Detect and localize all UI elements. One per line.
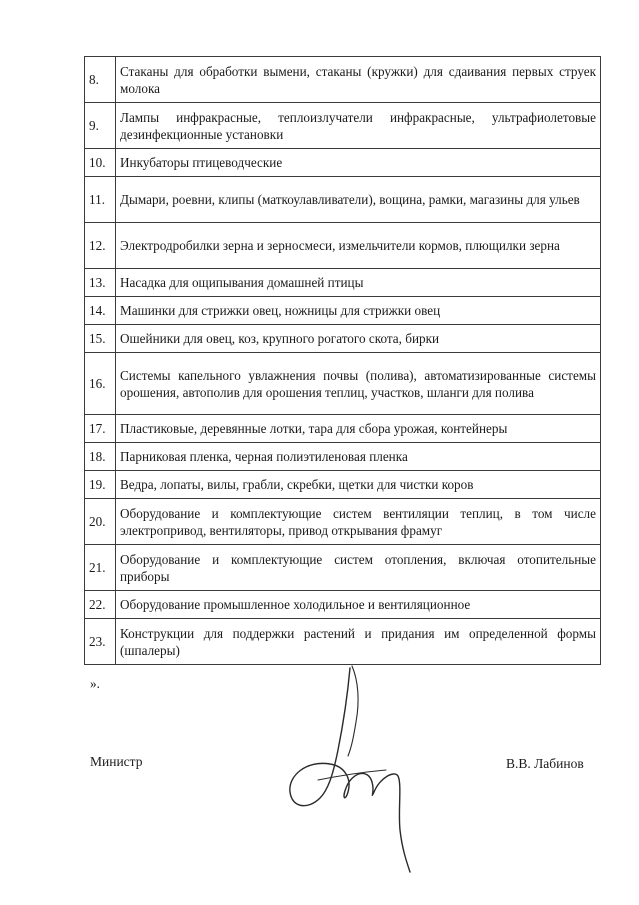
row-number: 19.	[85, 471, 116, 499]
row-text: Оборудование и комплектующие систем отопления, включая отопительные приборы	[116, 545, 601, 591]
row-number: 10.	[85, 149, 116, 177]
row-text: Насадка для ощипывания домашней птицы	[116, 269, 601, 297]
row-text: Электродробилки зерна и зерносмеси, измельчители кормов, плющилки зерна	[116, 223, 601, 269]
row-text: Лампы инфракрасные, теплоизлучатели инфракрасные, ультрафиолетовые дезинфекционные установки	[116, 103, 601, 149]
row-number: 20.	[85, 499, 116, 545]
row-number: 18.	[85, 443, 116, 471]
row-text: Ведра, лопаты, вилы, грабли, скребки, щетки для чистки коров	[116, 471, 601, 499]
row-text: Дымари, роевни, клипы (маткоулавливатели), вощина, рамки, магазины для ульев	[116, 177, 601, 223]
table-row	[85, 353, 601, 415]
row-text: Пластиковые, деревянные лотки, тара для сбора урожая, контейнеры	[116, 415, 601, 443]
table-row	[85, 415, 601, 443]
row-text: Конструкции для поддержки растений и придания им определенной формы (шпалеры)	[116, 619, 601, 665]
row-number: 8.	[85, 57, 116, 103]
row-text: Оборудование и комплектующие систем вентиляции теплиц, в том числе электропривод, вентиляторы, привод открывания фрамуг	[116, 499, 601, 545]
table-row	[85, 591, 601, 619]
row-number: 12.	[85, 223, 116, 269]
row-number: 11.	[85, 177, 116, 223]
row-number: 13.	[85, 269, 116, 297]
table-row	[85, 471, 601, 499]
row-number: 22.	[85, 591, 116, 619]
table-row	[85, 545, 601, 591]
row-text: Инкубаторы птицеводческие	[116, 149, 601, 177]
handwritten-signature	[278, 660, 428, 880]
row-number: 17.	[85, 415, 116, 443]
row-number: 16.	[85, 353, 116, 415]
table-row	[85, 177, 601, 223]
row-text: Парниковая пленка, черная полиэтиленовая пленка	[116, 443, 601, 471]
row-number: 23.	[85, 619, 116, 665]
table-row	[85, 499, 601, 545]
row-number: 14.	[85, 297, 116, 325]
table-row	[85, 325, 601, 353]
table-row	[85, 149, 601, 177]
table-row	[85, 223, 601, 269]
signer-name: В.В. Лабинов	[506, 756, 584, 771]
row-number: 21.	[85, 545, 116, 591]
row-text: Стаканы для обработки вымени, стаканы (кружки) для сдаивания первых струек молока	[116, 57, 601, 103]
row-text: Оборудование промышленное холодильное и вентиляционное	[116, 591, 601, 619]
table-row	[85, 297, 601, 325]
row-number: 15.	[85, 325, 116, 353]
items-table	[84, 56, 601, 665]
items-table-body	[85, 57, 601, 665]
table-row	[85, 269, 601, 297]
table-row	[85, 443, 601, 471]
row-number: 9.	[85, 103, 116, 149]
table-row	[85, 103, 601, 149]
closing-quote: ».	[90, 676, 100, 691]
row-text: Системы капельного увлажнения почвы (полива), автоматизированные системы орошения, автополив для орошения теплиц, участков, шланги для полива	[116, 353, 601, 415]
table-row	[85, 619, 601, 665]
signer-title: Министр	[90, 754, 143, 769]
row-text: Машинки для стрижки овец, ножницы для стрижки овец	[116, 297, 601, 325]
table-row	[85, 57, 601, 103]
row-text: Ошейники для овец, коз, крупного рогатого скота, бирки	[116, 325, 601, 353]
